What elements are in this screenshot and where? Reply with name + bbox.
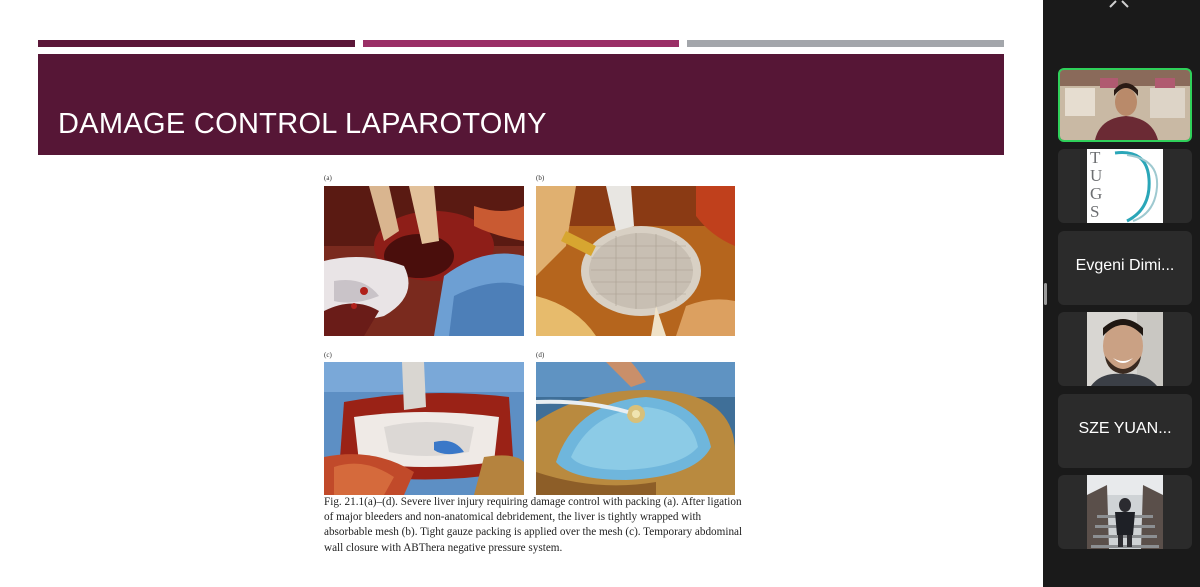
- panel-label-c: (c): [324, 351, 332, 359]
- logo-letter-s: S: [1090, 202, 1100, 221]
- header-stripe-1: [38, 40, 355, 47]
- panel-label-b: (b): [536, 174, 545, 182]
- header-stripe-3: [687, 40, 1004, 47]
- logo-letter-u: U: [1090, 166, 1103, 185]
- resize-handle-icon[interactable]: [1044, 283, 1047, 305]
- participant-name: SZE YUAN...: [1078, 420, 1172, 437]
- participant-video-snow-stairs: [1087, 475, 1163, 549]
- participant-video-woman: [1060, 70, 1190, 140]
- slide-title: DAMAGE CONTROL LAPAROTOMY: [58, 108, 547, 140]
- chevron-up-icon[interactable]: [1108, 0, 1142, 8]
- figure-caption: Fig. 21.1(a)–(d). Severe liver injury requiring damage control with packing (a). After ligation of major bleeders and non-anatomical debridement, the liver is tightly wrapped with absorbable mesh (b). Tight gauze packing is applied over the mesh (c). Temporary abdominal wall closure with ABThera negative pressure system.: [324, 496, 743, 554]
- slide-title-bar: [38, 54, 1004, 155]
- participant-tile-tugs[interactable]: [1058, 149, 1192, 223]
- panel-label-a: (a): [324, 174, 332, 182]
- surgical-photo-d: [536, 362, 735, 495]
- participant-video-man-smiling: [1087, 312, 1163, 386]
- panel-label-d: (d): [536, 351, 545, 359]
- participant-tile-sze-yuan[interactable]: [1058, 394, 1192, 468]
- surgical-photo-a: [324, 186, 524, 336]
- logo-letter-t: T: [1090, 149, 1101, 167]
- participant-tile-video-man[interactable]: [1058, 312, 1192, 386]
- participant-name: Evgeni Dimi...: [1075, 257, 1175, 274]
- surgical-photo-c: [324, 362, 524, 495]
- tugs-logo: [1087, 149, 1163, 223]
- participant-tile-video-snow[interactable]: [1058, 475, 1192, 549]
- header-stripe-2: [363, 40, 679, 47]
- participant-tile-evgeni[interactable]: [1058, 231, 1192, 305]
- logo-letter-g: G: [1090, 184, 1103, 203]
- participant-tile-active-speaker[interactable]: [1058, 68, 1192, 142]
- surgical-photo-b: [536, 186, 735, 336]
